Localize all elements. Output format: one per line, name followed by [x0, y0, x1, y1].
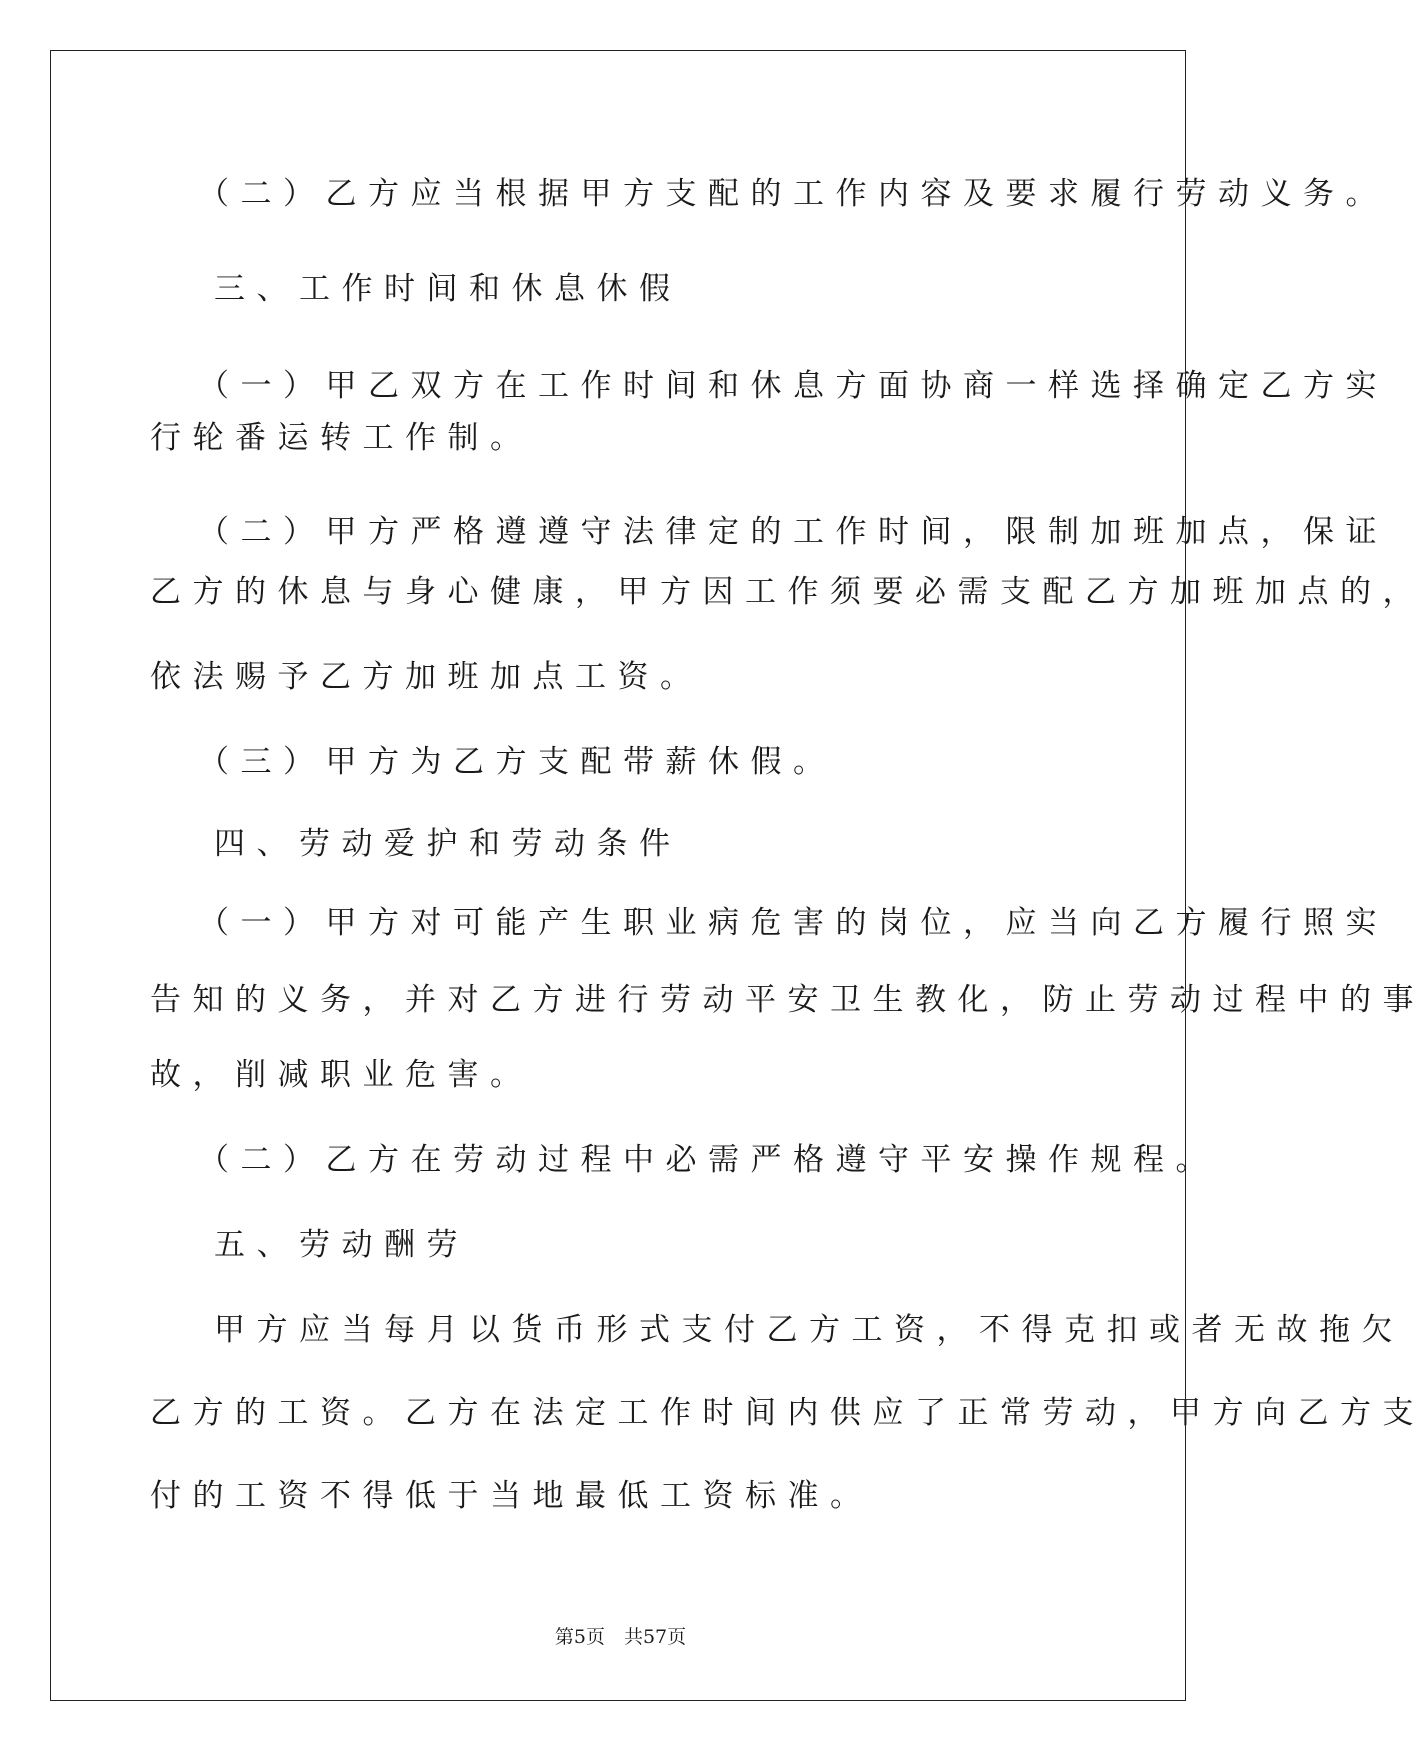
section-heading: 三、工作时间和休息休假	[214, 271, 682, 307]
paragraph-line: （一）甲乙双方在工作时间和休息方面协商一样选择确定乙方实	[198, 368, 1388, 404]
page-number: 第5页 共57页	[554, 1626, 687, 1648]
paragraph-line: （二）甲方严格遵遵守法律定的工作时间，限制加班加点，保证	[198, 514, 1388, 550]
paragraph-line: （三）甲方为乙方支配带薪休假。	[198, 744, 836, 780]
paragraph-line: 告知的义务，并对乙方进行劳动平安卫生教化，防止劳动过程中的事	[150, 982, 1425, 1018]
paragraph-line: （一）甲方对可能产生职业病危害的岗位，应当向乙方履行照实	[198, 905, 1388, 941]
section-heading: 四、劳动爱护和劳动条件	[214, 826, 682, 862]
section-heading: 五、劳动酬劳	[214, 1227, 469, 1263]
paragraph-line: 乙方的休息与身心健康，甲方因工作须要必需支配乙方加班加点的，	[150, 574, 1425, 610]
paragraph-line: 甲方应当每月以货币形式支付乙方工资，不得克扣或者无故拖欠	[214, 1312, 1404, 1348]
paragraph-line: （二）乙方在劳动过程中必需严格遵守平安操作规程。	[198, 1142, 1218, 1178]
paragraph-line: （二）乙方应当根据甲方支配的工作内容及要求履行劳动义务。	[198, 176, 1388, 212]
paragraph-line: 乙方的工资。乙方在法定工作时间内供应了正常劳动，甲方向乙方支	[150, 1395, 1425, 1431]
paragraph-line: 付的工资不得低于当地最低工资标准。	[150, 1478, 873, 1514]
paragraph-line: 故，削减职业危害。	[150, 1057, 533, 1093]
paragraph-line: 依法赐予乙方加班加点工资。	[150, 659, 703, 695]
paragraph-line: 行轮番运转工作制。	[150, 420, 533, 456]
